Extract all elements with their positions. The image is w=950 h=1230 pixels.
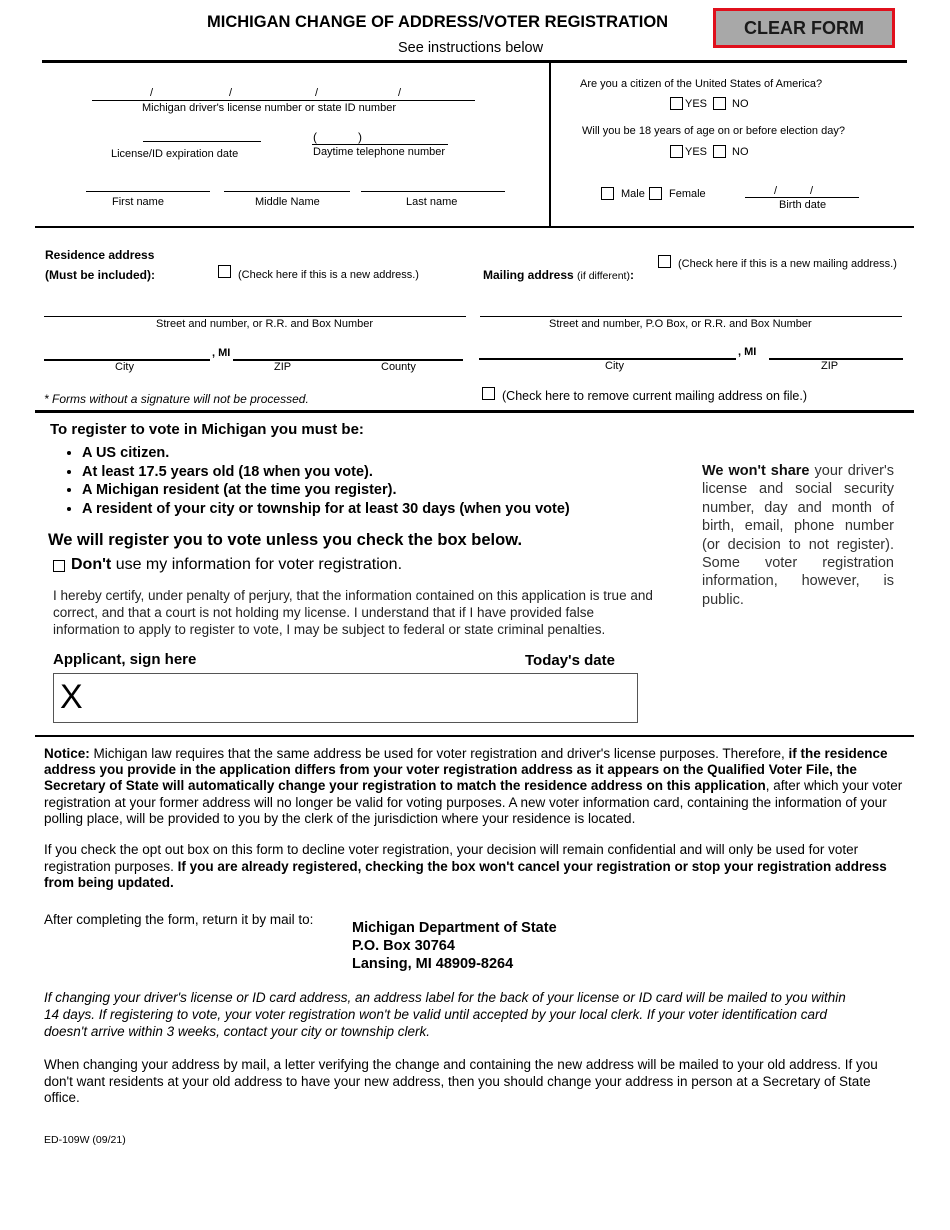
mailing-city-input[interactable] (479, 342, 736, 358)
citizen-yes-label: YES (685, 98, 708, 110)
requirements-list (82, 444, 570, 519)
expiration-label: License/ID expiration date (111, 148, 239, 160)
top-rule (42, 60, 907, 63)
expiration-input[interactable] (143, 126, 261, 142)
birth-date-input[interactable] (745, 182, 859, 197)
mailing-street-label: Street and number, P.O Box, or R.R. and Box Number (549, 318, 812, 330)
clear-form-button[interactable] (713, 8, 895, 48)
remove-mailing-label: (Check here to remove current mailing address on file.) (502, 389, 807, 403)
residence-mi: , MI (212, 347, 231, 359)
citizen-no-label: NO (732, 98, 749, 110)
new-address-checkbox[interactable] (218, 265, 231, 278)
residence-title-line1: Residence address (45, 248, 155, 262)
middle-name-input[interactable] (224, 175, 350, 191)
notice-paragraph: Notice: Michigan law requires that the same address be used for voter registration and driver's license purposes. Therefore, if the residence address you provide in the application differs from your voter registration address as it appears on the Qualified Voter File, the Secretary of State will automatically change your registration to match the residence address on this application, after which your voter registration at your former address will no longer be valid for voting purposes. A new voter information card, containing the information of your polling place, will be provided to you by the clerk of the jurisdiction where your residence is located. (44, 746, 903, 826)
age-yes-label: YES (685, 146, 708, 158)
requirements-title: To register to vote in Michigan you must be: (50, 421, 364, 438)
voter-bottom-rule (35, 735, 914, 737)
signature-note: * Forms without a signature will not be processed. (44, 392, 309, 406)
age-no-label: NO (732, 146, 749, 158)
phone-line (312, 144, 448, 145)
mailing-city-label: City (605, 360, 624, 372)
sign-label: Applicant, sign here (53, 651, 197, 668)
mailing-mi: , MI (738, 346, 757, 358)
age-no-checkbox[interactable] (713, 145, 726, 158)
residence-city-label: City (115, 361, 134, 373)
citizen-yes-checkbox[interactable] (670, 97, 683, 110)
register-notice: We will register you to vote unless you check the box below. (48, 531, 523, 549)
signature-x: X (60, 678, 83, 716)
residence-zip-label: ZIP (274, 361, 292, 373)
mailing-street-input[interactable] (480, 298, 902, 316)
mailing-zip-input[interactable] (769, 342, 903, 358)
form-number: ED-109W (09/21) (44, 1134, 126, 1146)
list-item: • A US citizen. (82, 444, 570, 463)
return-label: After completing the form, return it by mail to: (44, 912, 314, 927)
opt-out-checkbox[interactable] (53, 560, 65, 572)
new-mailing-label: (Check here if this is a new mailing address.) (678, 258, 897, 270)
age-yes-checkbox[interactable] (670, 145, 683, 158)
list-item: • At least 17.5 years old (18 when you vote). (82, 463, 570, 482)
remove-mailing-checkbox[interactable] (482, 387, 495, 400)
license-number-line (92, 100, 475, 101)
id-section-bottom-rule (35, 226, 914, 228)
mailing-address-block (352, 919, 557, 973)
new-mailing-checkbox[interactable] (658, 255, 671, 268)
male-label: Male (621, 188, 645, 200)
address-change-paragraph: When changing your address by mail, a letter verifying the change and containing the new address will be mailed to your old address. If you don't want residents at your old address to have your new address, then you should change your address in person at a Secretary of State office. (44, 1057, 878, 1105)
citizen-question: Are you a citizen of the United States of America? (580, 78, 823, 90)
address-line-1: Michigan Department of State (352, 920, 557, 936)
last-name-label: Last name (406, 196, 458, 208)
male-checkbox[interactable] (601, 187, 614, 200)
license-number-input[interactable] (92, 84, 475, 100)
clear-form-label: CLEAR FORM (744, 17, 864, 38)
privacy-note: We won't share your driver's license and social security number, day and month of birth, email, phone number (or decision to not register). Some voter registration information, however, is public. (702, 463, 894, 608)
residence-street-input[interactable] (44, 298, 466, 316)
phone-label: Daytime telephone number (313, 146, 446, 158)
middle-name-label: Middle Name (255, 196, 320, 208)
opt-out-label: Don't use my information for voter registration. (71, 556, 403, 573)
date-label: Today's date (525, 652, 615, 669)
first-name-input[interactable] (86, 175, 210, 191)
first-name-label: First name (112, 196, 164, 208)
age-question: Will you be 18 years of age on or before election day? (582, 125, 845, 137)
last-name-input[interactable] (361, 175, 505, 191)
new-address-label: (Check here if this is a new address.) (238, 269, 419, 281)
license-number-label: Michigan driver's license number or state ID number (142, 102, 396, 114)
birth-date-line (745, 197, 859, 198)
address-bottom-rule (35, 410, 914, 413)
list-item: • A resident of your city or township for at least 30 days (when you vote) (82, 500, 570, 519)
citizen-no-checkbox[interactable] (713, 97, 726, 110)
signature-box[interactable] (53, 673, 638, 723)
residence-street-line (44, 316, 466, 317)
residence-county-input[interactable] (343, 343, 463, 359)
birth-date-label: Birth date (779, 199, 827, 211)
female-label: Female (669, 188, 706, 200)
address-line-2: P.O. Box 30764 (352, 938, 455, 954)
opt-out-paragraph: If you check the opt out box on this form to decline voter registration, your decision will remain confidential and will only be used for voter registration purposes. If you are already registered, checking the box won't cancel your registration or stop your registration address from being updated. (44, 842, 887, 890)
phone-input[interactable] (312, 128, 448, 144)
residence-title-line2: (Must be included): (45, 268, 155, 282)
last-name-line (361, 191, 505, 192)
middle-name-line (224, 191, 350, 192)
mailing-zip-label: ZIP (821, 360, 839, 372)
mailing-title: Mailing address (if different): (483, 268, 634, 282)
female-checkbox[interactable] (649, 187, 662, 200)
license-change-paragraph: If changing your driver's license or ID card address, an address label for the back of your license or ID card will be mailed to you within 14 days. If registering to vote, your voter registration won't be valid until accepted by your local clerk. If your voter identification card doesn't arrive within 3 weeks, contact your city or township clerk. (44, 990, 846, 1039)
form-title: MICHIGAN CHANGE OF ADDRESS/VOTER REGISTRATION (207, 13, 669, 31)
residence-street-label: Street and number, or R.R. and Box Number (156, 318, 374, 330)
id-section-divider (549, 62, 551, 226)
certify-text: I hereby certify, under penalty of perjury, that the information contained on this application is true and correct, and that a court is not holding my license. I understand that if I have provided false information to apply to register to vote, I may be subject to federal or state criminal penalties. (53, 588, 653, 637)
form-subtitle: See instructions below (398, 40, 544, 56)
residence-zip-county-line (233, 359, 463, 361)
mailing-street-line (480, 316, 902, 317)
first-name-line (86, 191, 210, 192)
residence-county-label: County (381, 361, 416, 373)
residence-zip-input[interactable] (233, 343, 343, 359)
residence-city-input[interactable] (44, 343, 210, 359)
address-line-3: Lansing, MI 48909-8264 (352, 956, 514, 972)
list-item: • A Michigan resident (at the time you register). (82, 481, 570, 500)
